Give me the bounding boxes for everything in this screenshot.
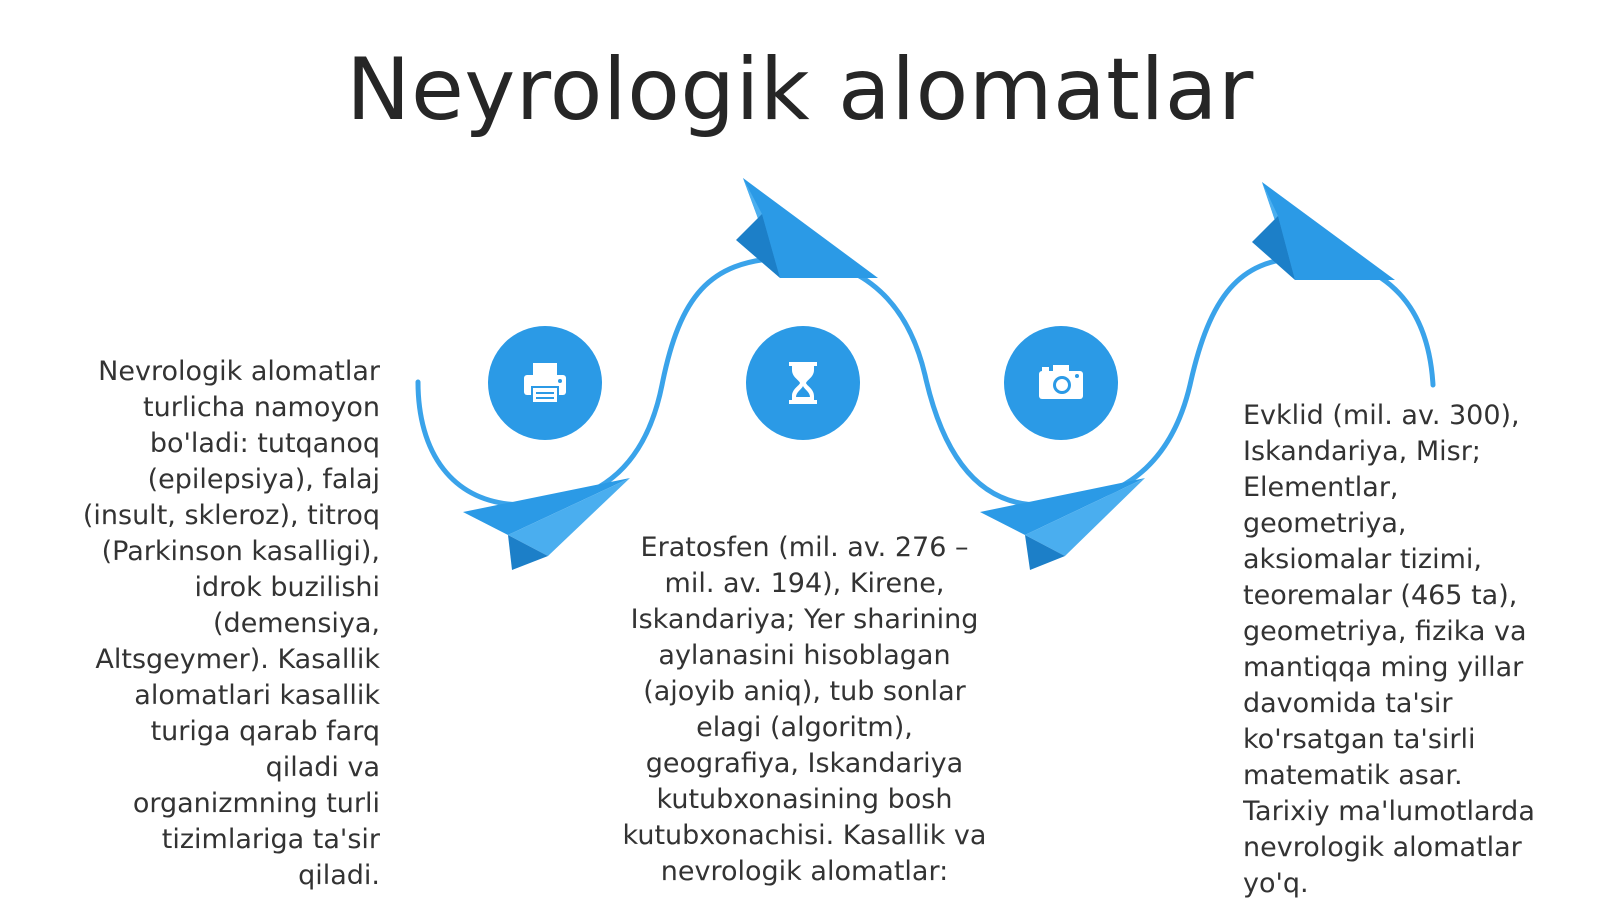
middle-text-block: Eratosfen (mil. av. 276 – mil. av. 194), Kirene, Iskandariya; Yer sharining aylanasini hisoblagan (ajoyib aniq), tub sonlar elagi (algoritm), geografiya, Iskandariya kutubxonasining bosh kutubxonachisi. Kasallik va nevrologik alomatlar: — [622, 532, 987, 887]
paper-plane-3 — [980, 478, 1145, 570]
camera-icon — [1031, 353, 1091, 413]
printer-icon — [515, 353, 575, 413]
paper-plane-1 — [463, 478, 630, 570]
left-text-block: Nevrologik alomatlar turlicha namoyon bo'ladi: tutqanoq (epilepsiya), falaj (insult, skleroz), titroq (Parkinson kasalligi), idrok buzilishi (demensiya, Altsgeymer). Kasallik alomatlari kasallik turiga qarab farq qiladi va organizmning turli tizimlariga ta'sir qiladi. — [82, 356, 380, 891]
camera-circle — [1004, 326, 1118, 440]
printer-circle — [488, 326, 602, 440]
paper-plane-4 — [1252, 182, 1395, 280]
right-text-block: Evklid (mil. av. 300), Iskandariya, Misr; Elementlar, geometriya, aksiomalar tizimi, teoremalar (465 ta), geometriya, fizika va mantiqqa ming yillar davomida ta'sir ko'rsatgan ta'sirli matematik asar. Tarixiy ma'lumotlarda nevrologik alomatlar yo'q. — [1243, 400, 1535, 899]
slide-title: Neyrologik alomatlar — [346, 40, 1254, 140]
hourglass-circle — [746, 326, 860, 440]
hourglass-icon — [773, 353, 833, 413]
